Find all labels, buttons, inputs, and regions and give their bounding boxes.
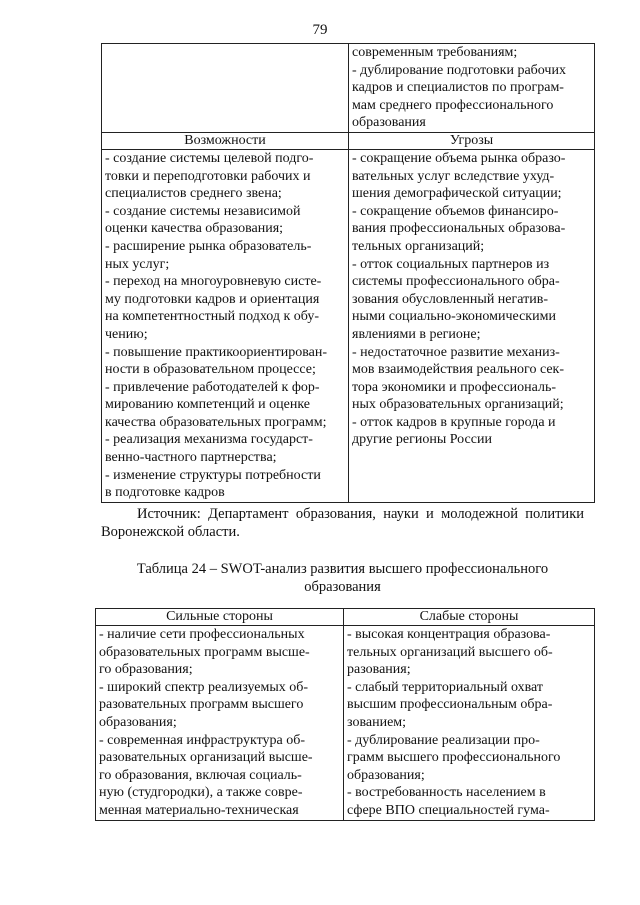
text-line: - создание системы целевой подго- xyxy=(105,150,314,166)
text-line: мов взаимодействия реального сек- xyxy=(352,362,565,378)
table-header-row xyxy=(96,609,595,626)
cell-lines xyxy=(347,626,591,820)
text-line: тельных организаций высшего об- xyxy=(347,644,553,660)
text-line: - привлечение работодателей к фор- xyxy=(105,379,320,395)
text-line: - расширение рынка образователь- xyxy=(105,238,312,254)
text-line: - востребованность населением в xyxy=(347,785,546,801)
text-line: - повышение практикоориентирован- xyxy=(105,344,327,360)
text-line: му подготовки кадров и ориентация xyxy=(105,291,320,307)
text-line: ных услуг; xyxy=(105,256,170,272)
text-line: разовательных программ высшего xyxy=(99,697,304,713)
text-line: - дублирование подготовки рабочих xyxy=(352,62,566,78)
text-line: разования; xyxy=(347,662,411,678)
text-line: - сокращение объема рынка образо- xyxy=(352,150,566,166)
text-line: - сокращение объемов финансиро- xyxy=(352,203,559,219)
cell-strengths xyxy=(96,626,344,821)
table-caption xyxy=(101,560,584,596)
text-line: вательных услуг вследствие ухуд- xyxy=(352,168,555,184)
text-line: системы профессионального обра- xyxy=(352,274,560,290)
text-line: образования xyxy=(352,115,426,131)
text-line: - переход на многоуровневую систе- xyxy=(105,274,322,290)
text-line: - наличие сети профессиональных xyxy=(99,627,305,642)
header-strengths: Сильные стороны xyxy=(96,609,344,626)
text-line: грамм высшего профессионального xyxy=(347,750,561,766)
text-line: - недостаточное развитие механиз- xyxy=(352,344,560,360)
text-line: - слабый территориальный охват xyxy=(347,679,543,695)
text-line: мированию компетенций и оценке xyxy=(105,397,310,413)
text-line: современным требованиям; xyxy=(352,45,518,60)
text-line: образовательных программ высше- xyxy=(99,644,310,660)
table-row xyxy=(102,149,595,502)
cell-lines xyxy=(105,150,345,502)
text-line: зованием; xyxy=(347,714,407,730)
text-line: - отток кадров в крупные города и xyxy=(352,414,556,430)
text-line: явлениями в регионе; xyxy=(352,326,481,342)
table-row xyxy=(96,626,595,821)
header-opportunities: Возможности xyxy=(102,132,349,149)
text-line: образования; xyxy=(347,767,425,783)
text-line: оценки качества образования; xyxy=(105,221,284,237)
cell-lines xyxy=(99,626,340,820)
text-line: венно-частного партнерства; xyxy=(105,450,277,466)
text-line: кадров и специалистов по програм- xyxy=(352,80,564,96)
text-line: зования обусловленный негатив- xyxy=(352,291,548,307)
source-line: Источник: Департамент образования, науки и молодежной политики xyxy=(137,506,584,522)
header-weaknesses: Слабые стороны xyxy=(344,609,595,626)
page-number: 79 xyxy=(312,22,328,38)
text-line: го образования; xyxy=(99,662,193,678)
source-note xyxy=(101,505,584,541)
cell-lines xyxy=(352,150,591,449)
cell-weaknesses xyxy=(344,626,595,821)
cell-threats xyxy=(349,149,595,502)
text-line: ных образовательных организаций; xyxy=(352,397,564,413)
source-line: Воронежской области. xyxy=(101,524,240,540)
swot-table-continued xyxy=(101,43,595,503)
text-line: в подготовке кадров xyxy=(105,485,225,501)
table-header-row xyxy=(102,132,595,149)
cell-opportunities xyxy=(102,149,349,502)
text-line: ными социально-экономическими xyxy=(352,309,556,325)
text-line: тельных организаций; xyxy=(352,238,485,254)
text-line: ную (студгородки), а также совре- xyxy=(99,785,303,801)
table-row-continued xyxy=(102,44,595,133)
text-line: - современная инфраструктура об- xyxy=(99,732,306,748)
text-line: шения демографической ситуации; xyxy=(352,186,562,202)
text-line: чению; xyxy=(105,326,148,342)
caption-line: образования xyxy=(304,579,381,595)
text-line: - отток социальных партнеров из xyxy=(352,256,550,272)
text-line: - дублирование реализации про- xyxy=(347,732,540,748)
text-line: товки и переподготовки рабочих и xyxy=(105,168,311,184)
text-line: специалистов среднего звена; xyxy=(105,186,282,202)
text-line: качества образовательных программ; xyxy=(105,414,327,430)
text-line: - широкий спектр реализуемых об- xyxy=(99,679,309,695)
text-line: - создание системы независимой xyxy=(105,203,301,219)
text-line: сфере ВПО специальностей гума- xyxy=(347,802,550,818)
text-line: разовательных организаций высше- xyxy=(99,750,313,766)
text-line: мам среднего профессионального xyxy=(352,97,554,113)
cell-continued-right xyxy=(349,44,595,133)
text-line: на компетентностный подход к обу- xyxy=(105,309,320,325)
header-threats: Угрозы xyxy=(349,132,595,149)
cell-lines xyxy=(352,44,591,132)
text-line: образования; xyxy=(99,714,177,730)
caption-line: Таблица 24 – SWOT-анализ развития высшего профессионального xyxy=(136,561,549,577)
text-line: - высокая концентрация образова- xyxy=(347,627,551,642)
text-line: высшим профессиональным обра- xyxy=(347,697,553,713)
text-line: менная материально-техническая xyxy=(99,802,299,818)
text-line: другие регионы России xyxy=(352,432,492,448)
text-line: вания профессиональных образова- xyxy=(352,221,566,237)
text-line: ности в образовательном процессе; xyxy=(105,362,316,378)
cell-continued-left xyxy=(102,44,349,133)
text-line: - изменение структуры потребности xyxy=(105,467,321,483)
text-line: - реализация механизма государст- xyxy=(105,432,313,448)
text-line: тора экономики и профессиональ- xyxy=(352,379,557,395)
text-line: го образования, включая социаль- xyxy=(99,767,302,783)
swot-table-higher-education xyxy=(95,608,595,821)
